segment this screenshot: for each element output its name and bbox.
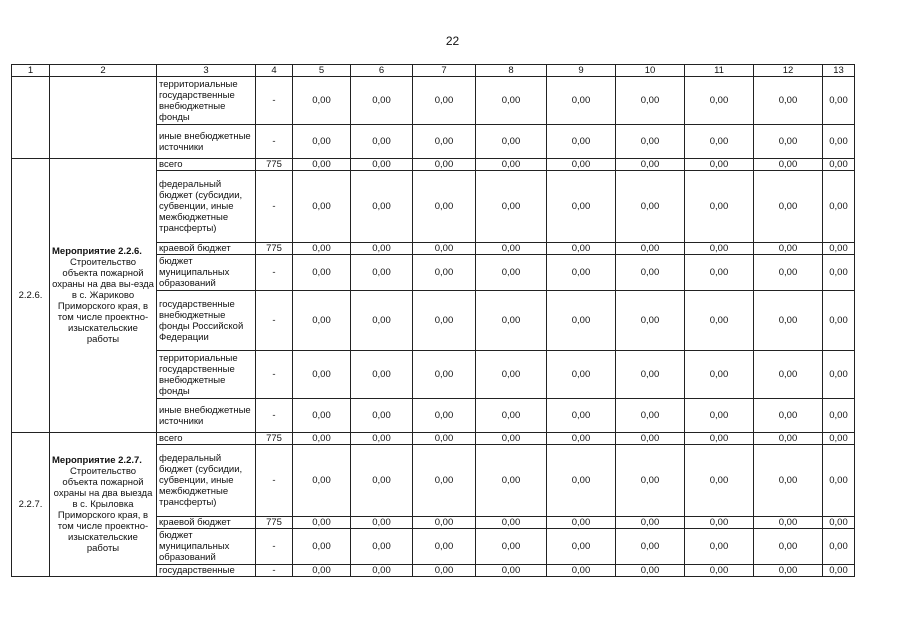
code-cell: 775 <box>256 517 293 529</box>
funding-source-cell: бюджет муниципальных образований <box>157 529 256 565</box>
value-cell: 0,00 <box>476 77 547 125</box>
header-cell: 7 <box>413 65 476 77</box>
value-cell: 0,00 <box>351 125 413 159</box>
value-cell: 0,00 <box>754 351 823 399</box>
funding-source-cell: иные внебюджетные источники <box>157 399 256 433</box>
value-cell: 0,00 <box>685 77 754 125</box>
value-cell: 0,00 <box>351 171 413 243</box>
value-cell: 0,00 <box>754 255 823 291</box>
value-cell: 0,00 <box>476 351 547 399</box>
value-cell: 0,00 <box>476 529 547 565</box>
value-cell: 0,00 <box>823 243 855 255</box>
header-cell: 5 <box>293 65 351 77</box>
value-cell: 0,00 <box>616 77 685 125</box>
value-cell: 0,00 <box>754 125 823 159</box>
value-cell: 0,00 <box>476 517 547 529</box>
value-cell: 0,00 <box>823 125 855 159</box>
value-cell: 0,00 <box>754 243 823 255</box>
value-cell: 0,00 <box>413 291 476 351</box>
value-cell: 0,00 <box>754 433 823 445</box>
value-cell: 0,00 <box>685 565 754 577</box>
value-cell: 0,00 <box>351 433 413 445</box>
value-cell: 0,00 <box>293 243 351 255</box>
value-cell: 0,00 <box>823 565 855 577</box>
value-cell: 0,00 <box>351 159 413 171</box>
value-cell: 0,00 <box>476 255 547 291</box>
header-row <box>12 65 855 77</box>
value-cell: 0,00 <box>476 291 547 351</box>
funding-source-cell: территориальные государственные внебюджетные фонды <box>157 351 256 399</box>
header-cell: 11 <box>685 65 754 77</box>
code-cell: - <box>256 125 293 159</box>
header-cell: 10 <box>616 65 685 77</box>
value-cell: 0,00 <box>413 77 476 125</box>
value-cell: 0,00 <box>685 291 754 351</box>
value-cell: 0,00 <box>823 291 855 351</box>
value-cell: 0,00 <box>754 445 823 517</box>
value-cell: 0,00 <box>685 433 754 445</box>
funding-source-cell: бюджет муниципальных образований <box>157 255 256 291</box>
code-cell: - <box>256 529 293 565</box>
funding-source-cell: территориальные государственные внебюджетные фонды <box>157 77 256 125</box>
value-cell: 0,00 <box>547 171 616 243</box>
value-cell: 0,00 <box>685 399 754 433</box>
value-cell: 0,00 <box>476 445 547 517</box>
value-cell: 0,00 <box>476 433 547 445</box>
value-cell: 0,00 <box>685 445 754 517</box>
value-cell: 0,00 <box>351 565 413 577</box>
value-cell: 0,00 <box>413 517 476 529</box>
value-cell: 0,00 <box>823 517 855 529</box>
value-cell: 0,00 <box>823 77 855 125</box>
value-cell: 0,00 <box>413 445 476 517</box>
item-number-cell <box>12 77 50 159</box>
value-cell: 0,00 <box>616 125 685 159</box>
page-number: 22 <box>445 34 460 48</box>
item-number-cell: 2.2.7. <box>12 433 50 577</box>
value-cell: 0,00 <box>685 171 754 243</box>
value-cell: 0,00 <box>547 351 616 399</box>
value-cell: 0,00 <box>823 433 855 445</box>
value-cell: 0,00 <box>616 255 685 291</box>
value-cell: 0,00 <box>413 171 476 243</box>
value-cell: 0,00 <box>616 291 685 351</box>
measure-description: Строительство объекта пожарной охраны на два вы-езда в с. Жариково Приморского края, в том числе проектно-изыскательские работы <box>52 257 154 345</box>
header-cell: 13 <box>823 65 855 77</box>
funding-source-cell: краевой бюджет <box>157 517 256 529</box>
value-cell: 0,00 <box>351 529 413 565</box>
value-cell: 0,00 <box>547 125 616 159</box>
value-cell: 0,00 <box>413 351 476 399</box>
value-cell: 0,00 <box>754 77 823 125</box>
header-cell: 3 <box>157 65 256 77</box>
value-cell: 0,00 <box>293 529 351 565</box>
value-cell: 0,00 <box>685 529 754 565</box>
item-description-cell <box>50 77 157 159</box>
value-cell: 0,00 <box>293 517 351 529</box>
value-cell: 0,00 <box>616 243 685 255</box>
code-cell: - <box>256 291 293 351</box>
value-cell: 0,00 <box>823 351 855 399</box>
value-cell: 0,00 <box>823 529 855 565</box>
value-cell: 0,00 <box>413 529 476 565</box>
value-cell: 0,00 <box>754 291 823 351</box>
value-cell: 0,00 <box>413 255 476 291</box>
value-cell: 0,00 <box>754 159 823 171</box>
value-cell: 0,00 <box>476 171 547 243</box>
value-cell: 0,00 <box>823 159 855 171</box>
value-cell: 0,00 <box>293 159 351 171</box>
code-cell: 775 <box>256 159 293 171</box>
header-cell: 6 <box>351 65 413 77</box>
value-cell: 0,00 <box>413 125 476 159</box>
value-cell: 0,00 <box>547 291 616 351</box>
value-cell: 0,00 <box>413 565 476 577</box>
value-cell: 0,00 <box>823 399 855 433</box>
value-cell: 0,00 <box>547 77 616 125</box>
code-cell: - <box>256 351 293 399</box>
code-cell: - <box>256 399 293 433</box>
value-cell: 0,00 <box>754 529 823 565</box>
value-cell: 0,00 <box>351 77 413 125</box>
value-cell: 0,00 <box>547 399 616 433</box>
header-cell: 9 <box>547 65 616 77</box>
value-cell: 0,00 <box>476 243 547 255</box>
value-cell: 0,00 <box>547 243 616 255</box>
value-cell: 0,00 <box>351 517 413 529</box>
table-row <box>12 77 855 125</box>
value-cell: 0,00 <box>547 255 616 291</box>
value-cell: 0,00 <box>685 125 754 159</box>
budget-table <box>11 64 855 577</box>
value-cell: 0,00 <box>293 351 351 399</box>
code-cell: 775 <box>256 243 293 255</box>
table-row <box>12 433 855 445</box>
funding-source-cell: краевой бюджет <box>157 243 256 255</box>
funding-source-cell: государственные <box>157 565 256 577</box>
value-cell: 0,00 <box>351 255 413 291</box>
value-cell: 0,00 <box>685 351 754 399</box>
value-cell: 0,00 <box>413 433 476 445</box>
item-description-cell <box>50 433 157 577</box>
value-cell: 0,00 <box>754 399 823 433</box>
funding-source-cell: иные внебюджетные источники <box>157 125 256 159</box>
value-cell: 0,00 <box>754 517 823 529</box>
value-cell: 0,00 <box>685 255 754 291</box>
value-cell: 0,00 <box>351 351 413 399</box>
measure-description: Строительство объекта пожарной охраны на два выезда в с. Крыловка Приморского края, в том числе проектно-изыскательские работы <box>53 466 153 554</box>
code-cell: - <box>256 171 293 243</box>
value-cell: 0,00 <box>293 433 351 445</box>
value-cell: 0,00 <box>547 159 616 171</box>
value-cell: 0,00 <box>754 171 823 243</box>
value-cell: 0,00 <box>616 565 685 577</box>
table-row <box>12 159 855 171</box>
header-cell: 2 <box>50 65 157 77</box>
value-cell: 0,00 <box>547 445 616 517</box>
value-cell: 0,00 <box>476 125 547 159</box>
measure-title: Мероприятие 2.2.7. <box>52 455 142 466</box>
value-cell: 0,00 <box>351 445 413 517</box>
value-cell: 0,00 <box>413 243 476 255</box>
value-cell: 0,00 <box>293 291 351 351</box>
value-cell: 0,00 <box>547 529 616 565</box>
value-cell: 0,00 <box>476 565 547 577</box>
funding-source-cell: федеральный бюджет (субсидии, субвенции, иные межбюджетные трансферты) <box>157 445 256 517</box>
value-cell: 0,00 <box>685 243 754 255</box>
value-cell: 0,00 <box>616 517 685 529</box>
value-cell: 0,00 <box>476 159 547 171</box>
header-cell: 12 <box>754 65 823 77</box>
value-cell: 0,00 <box>476 399 547 433</box>
value-cell: 0,00 <box>616 171 685 243</box>
value-cell: 0,00 <box>616 433 685 445</box>
item-number-cell: 2.2.6. <box>12 159 50 433</box>
value-cell: 0,00 <box>616 351 685 399</box>
value-cell: 0,00 <box>547 565 616 577</box>
value-cell: 0,00 <box>754 565 823 577</box>
value-cell: 0,00 <box>293 171 351 243</box>
value-cell: 0,00 <box>547 517 616 529</box>
value-cell: 0,00 <box>293 125 351 159</box>
funding-source-cell: федеральный бюджет (субсидии, субвенции, иные межбюджетные трансферты) <box>157 171 256 243</box>
value-cell: 0,00 <box>823 255 855 291</box>
code-cell: - <box>256 445 293 517</box>
funding-source-cell: всего <box>157 159 256 171</box>
value-cell: 0,00 <box>413 399 476 433</box>
code-cell: - <box>256 255 293 291</box>
value-cell: 0,00 <box>823 445 855 517</box>
code-cell: 775 <box>256 433 293 445</box>
item-description-cell <box>50 159 157 433</box>
header-cell: 8 <box>476 65 547 77</box>
header-cell: 1 <box>12 65 50 77</box>
value-cell: 0,00 <box>351 243 413 255</box>
funding-source-cell: всего <box>157 433 256 445</box>
value-cell: 0,00 <box>616 399 685 433</box>
value-cell: 0,00 <box>685 159 754 171</box>
funding-source-cell: государственные внебюджетные фонды Российской Федерации <box>157 291 256 351</box>
value-cell: 0,00 <box>413 159 476 171</box>
value-cell: 0,00 <box>351 291 413 351</box>
value-cell: 0,00 <box>616 529 685 565</box>
code-cell: - <box>256 77 293 125</box>
value-cell: 0,00 <box>351 399 413 433</box>
measure-title: Мероприятие 2.2.6. <box>52 246 142 257</box>
value-cell: 0,00 <box>293 399 351 433</box>
code-cell: - <box>256 565 293 577</box>
value-cell: 0,00 <box>823 171 855 243</box>
value-cell: 0,00 <box>293 77 351 125</box>
value-cell: 0,00 <box>616 445 685 517</box>
value-cell: 0,00 <box>616 159 685 171</box>
value-cell: 0,00 <box>547 433 616 445</box>
header-cell: 4 <box>256 65 293 77</box>
value-cell: 0,00 <box>293 565 351 577</box>
value-cell: 0,00 <box>293 445 351 517</box>
value-cell: 0,00 <box>685 517 754 529</box>
value-cell: 0,00 <box>293 255 351 291</box>
